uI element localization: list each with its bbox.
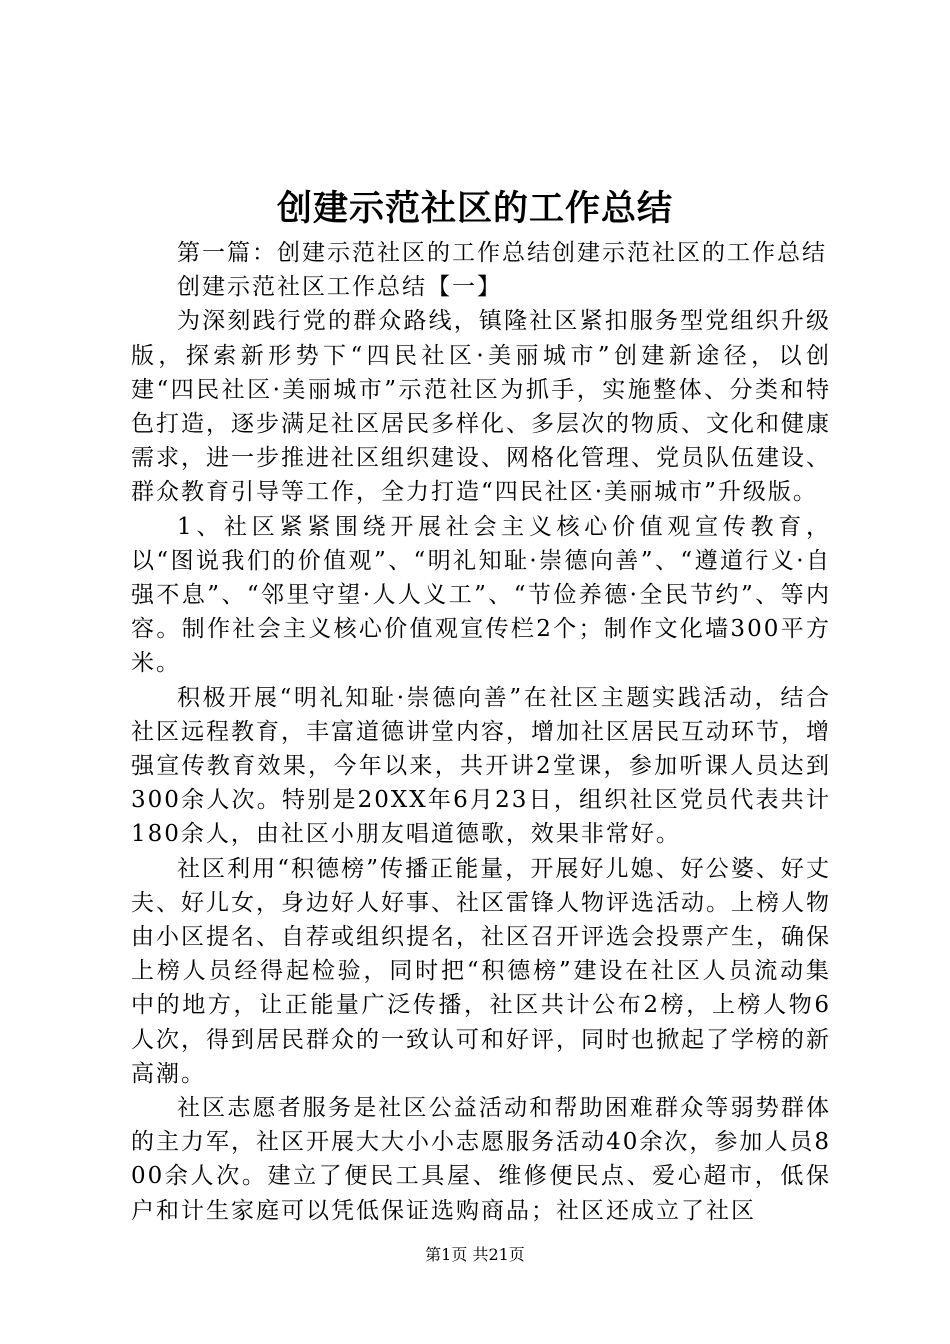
document-title: 创建示范社区的工作总结 [276,188,673,229]
paragraph-intro: 为深刻践行党的群众路线，镇隆社区紧扣服务型党组织升级版，探索新形势下“四民社区·美丽城市”创建新途径，以创建“四民社区·美丽城市”示范社区为抓手，实施整体、分类和特色打造，逐步满足社区居民多样化、多层次的物质、文化和健康需求，进一步推进社区组织建设、网格化管理、党员队伍建设、群众教育引导等工作，全力打造“四民社区·美丽城市”升级版。 [131,308,831,506]
paragraph-heading-part-one: 第一篇：创建示范社区的工作总结创建示范社区的工作总结 [177,240,827,266]
paragraph-values-education: 1、社区紧紧围绕开展社会主义核心价值观宣传教育，以“图说我们的价值观”、“明礼知耻·崇德向善”、“遵道行义·自强不息”、“邻里守望·人人义工”、“节俭养德·全民节约”、等内容。制作社会主义核心价值观宣传栏2个；制作文化墙300平方米。 [131,513,831,677]
paragraph-subheading: 创建示范社区工作总结【一】 [177,274,502,301]
document-body [131,236,831,1228]
paragraph-practice-activity: 积极开展“明礼知耻·崇德向善”在社区主题实践活动，结合社区远程教育，丰富道德讲堂内容，增加社区居民互动环节，增强宣传教育效果，今年以来，共开讲2堂课，参加听课人员达到300余人次。特别是20XX年6月23日，组织社区党员代表共计180余人，由社区小朋友唱道德歌，效果非常好。 [131,684,831,848]
paragraph-volunteer-service: 社区志愿者服务是社区公益活动和帮助困难群众等弱势群体的主力军，社区开展大大小小志愿服务活动40余次，参加人员800余人次。建立了便民工具屋、维修便民点、爱心超市，低保户和计生家庭可以凭低保证选购商品；社区还成立了社区 [131,1095,831,1224]
paragraph-merit-board: 社区利用“积德榜”传播正能量，开展好儿媳、好公婆、好丈夫、好儿女，身边好人好事、社区雷锋人物评选活动。上榜人物由小区提名、自荐或组织提名，社区召开评选会投票产生，确保上榜人员经得起检验，同时把“积德榜”建设在社区人员流动集中的地方，让正能量广泛传播，社区共计公布2榜，上榜人物6人次，得到居民群众的一致认可和好评，同时也掀起了学榜的新高潮。 [131,855,831,1087]
page-footer-indicator: 第1页 共21页 [425,1245,525,1264]
